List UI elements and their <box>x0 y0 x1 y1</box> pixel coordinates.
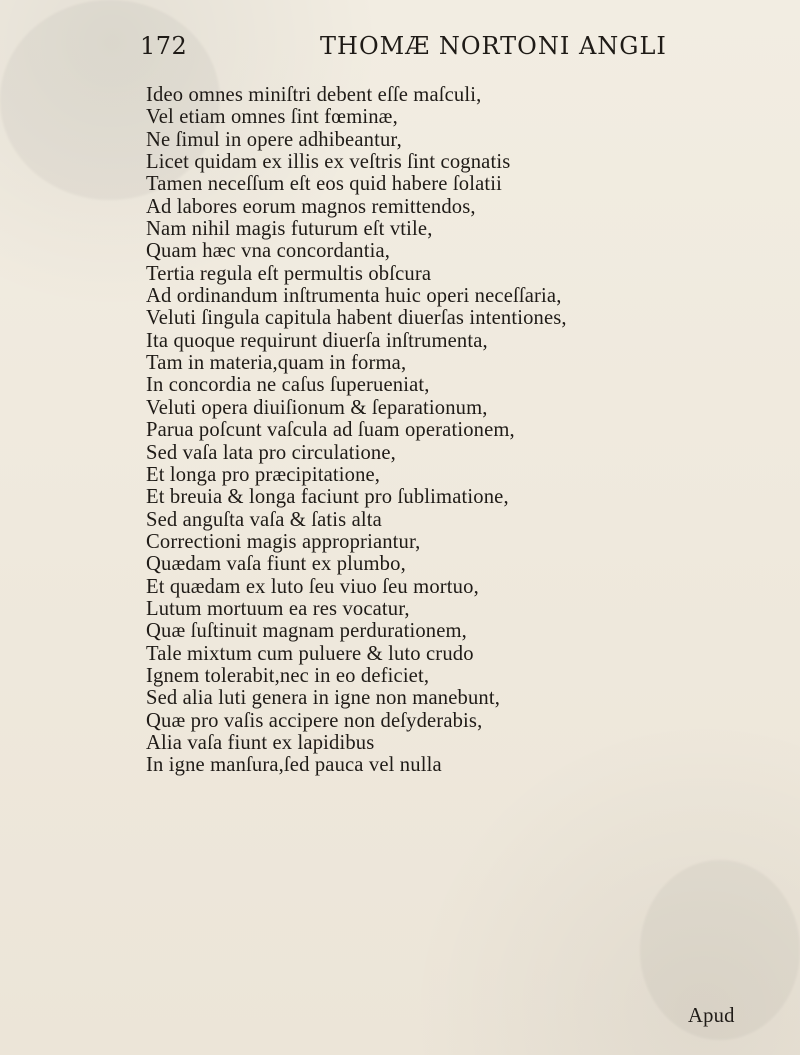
text-line: Veluti ſingula capitula habent diuerſas intentiones, <box>146 307 567 330</box>
text-line: Veluti opera diuiſionum & ſeparationum, <box>146 396 488 419</box>
text-line: Tale mixtum cum puluere & luto crudo <box>146 642 474 665</box>
text-line: Lutum mortuum ea res vocatur, <box>146 597 410 620</box>
text-line: Ideo omnes miniſtri debent eſſe maſculi, <box>146 84 482 106</box>
text-line: Ignem tolerabit,nec in eo deficiet, <box>146 664 430 687</box>
text-line: Quæ ſuſtinuit magnam perdurationem, <box>146 620 467 643</box>
text-line: Tamen neceſſum eſt eos quid habere ſolatii <box>146 173 502 196</box>
text-line: Correctioni magis appropriantur, <box>146 530 421 553</box>
text-line: Sed anguſta vaſa & ſatis alta <box>146 508 382 531</box>
text-line: In igne manſura,ſed pauca vel nulla <box>146 754 442 777</box>
text-line: Ne ſimul in opere adhibeantur, <box>146 128 402 151</box>
text-line: Quam hæc vna concordantia, <box>146 240 391 263</box>
text-line: Sed alia luti genera in igne non manebunt, <box>146 687 501 710</box>
text-line: Et breuia & longa faciunt pro ſublimatione, <box>146 486 509 509</box>
text-line: Et longa pro præcipitatione, <box>146 463 381 486</box>
catchword: Apud <box>688 1005 735 1027</box>
text-line: Quæ pro vaſis accipere non deſyderabis, <box>146 709 483 732</box>
text-line: Alia vaſa fiunt ex lapidibus <box>146 731 375 754</box>
page-header <box>140 34 790 76</box>
page-number: 172 <box>140 32 188 60</box>
text-line: Vel etiam omnes ſint fœminæ, <box>146 106 398 129</box>
text-line: Tam in materia,quam in forma, <box>146 352 407 375</box>
text-line: Sed vaſa lata pro circulatione, <box>146 441 396 464</box>
poem-text-block <box>146 84 736 777</box>
text-line: Ita quoque requirunt diuerſa inſtrumenta, <box>146 329 488 352</box>
text-line: Quædam vaſa fiunt ex plumbo, <box>146 553 406 576</box>
text-line: Ad ordinandum inſtrumenta huic operi neceſſaria, <box>146 285 562 308</box>
running-title: THOMÆ NORTONI ANGLI <box>320 32 667 60</box>
text-line: Tertia regula eſt permultis obſcura <box>146 262 432 285</box>
text-line: Parua poſcunt vaſcula ad ſuam operationem, <box>146 419 515 442</box>
text-line: Licet quidam ex illis ex veſtris ſint cognatis <box>146 151 511 174</box>
text-line: In concordia ne caſus ſuperueniat, <box>146 374 430 397</box>
text-line: Nam nihil magis futurum eſt vtile, <box>146 218 433 241</box>
text-line: Et quædam ex luto ſeu viuo ſeu mortuo, <box>146 575 479 598</box>
text-line: Ad labores eorum magnos remittendos, <box>146 195 476 218</box>
